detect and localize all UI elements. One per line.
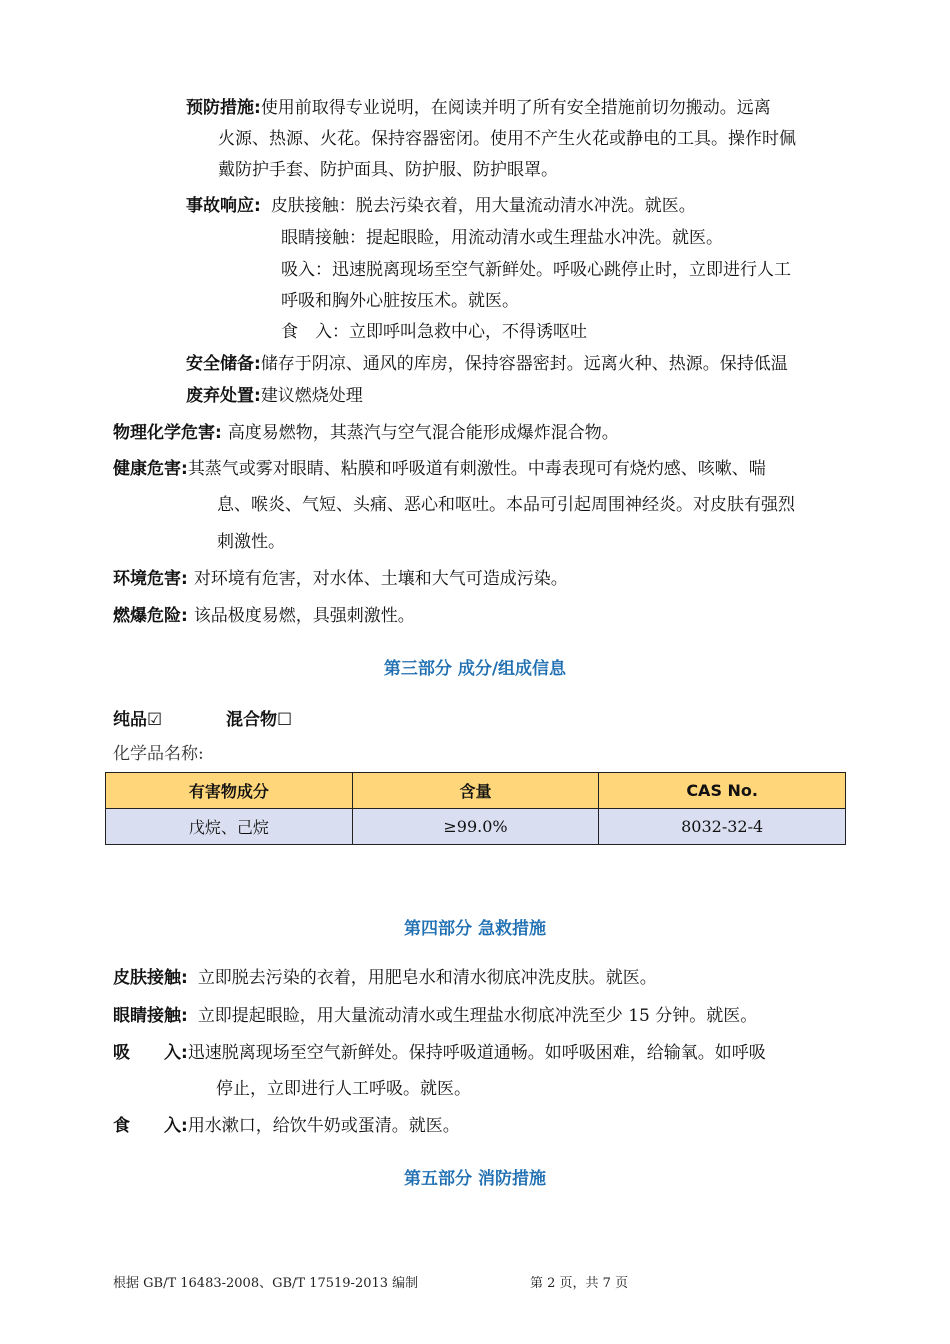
inhalation-label: 吸 入: — [113, 1043, 188, 1063]
inhalation-text-1: 迅速脱离现场至空气新鲜处。保持呼吸道通畅。如呼吸困难，给输氧。如呼吸 — [187, 1043, 766, 1063]
disposal-label: 废弃处置: — [186, 386, 261, 406]
eye-contact-text: 立即提起眼睑，用大量流动清水或生理盐水彻底冲洗至少 15 分钟。就医。 — [197, 1006, 758, 1026]
prevention-line-2: 火源、热源、火花。保持容器密闭。使用不产生火花或静电的工具。操作时佩 — [218, 129, 796, 149]
prevention-text-1: 使用前取得专业说明，在阅读并明了所有安全措施前切勿搬动。远离 — [260, 98, 771, 118]
prevention-line-1 — [186, 96, 771, 120]
disposal-text: 建议燃烧处理 — [260, 386, 363, 406]
section-5-heading: 第五部分 消防措施 — [404, 1169, 546, 1189]
env-hazard-line — [113, 567, 568, 591]
header-component: 有害物成分 — [106, 773, 353, 809]
inhalation-line-2: 停止，立即进行人工呼吸。就医。 — [216, 1079, 471, 1099]
storage-label: 安全储备: — [186, 354, 261, 374]
fire-hazard-line — [113, 604, 415, 628]
ingestion-line — [113, 1114, 460, 1138]
skin-contact-text: 立即脱去污染的衣着，用肥皂水和清水彻底冲洗皮肤。就医。 — [197, 968, 657, 988]
fire-hazard-label: 燃爆危险: — [113, 606, 188, 626]
chemical-name-label: 化学品名称: — [113, 744, 204, 764]
mixture-checkbox-label: 混合物☐ — [226, 710, 293, 730]
section-4-heading: 第四部分 急救措施 — [404, 919, 546, 939]
ingestion-text: 用水漱口，给饮牛奶或蛋清。就医。 — [187, 1116, 460, 1136]
response-line-5: 食 入：立即呼叫急救中心，不得诱呕吐 — [281, 322, 587, 342]
response-text-1: 皮肤接触：脱去污染衣着，用大量流动清水冲洗。就医。 — [270, 196, 696, 216]
health-hazard-line-1 — [113, 457, 766, 481]
health-hazard-line-3: 刺激性。 — [217, 532, 285, 552]
physchem-hazard-label: 物理化学危害: — [113, 423, 222, 443]
response-line-4: 呼吸和胸外心脏按压术。就医。 — [281, 291, 519, 311]
env-hazard-label: 环境危害: — [113, 569, 188, 589]
header-cas: CAS No. — [599, 773, 846, 809]
response-line-1 — [186, 194, 696, 218]
cell-cas: 8032-32-4 — [599, 809, 846, 845]
table-row — [106, 809, 846, 845]
eye-contact-label: 眼睛接触: — [113, 1006, 188, 1026]
response-line-2: 眼睛接触：提起眼睑，用流动清水或生理盐水冲洗。就医。 — [281, 228, 723, 248]
response-label: 事故响应: — [186, 196, 261, 216]
skin-contact-label: 皮肤接触: — [113, 968, 188, 988]
physchem-hazard-text: 高度易燃物，其蒸汽与空气混合能形成爆炸混合物。 — [227, 423, 619, 443]
prevention-line-3: 戴防护手套、防护面具、防护服、防护眼罩。 — [218, 160, 558, 180]
health-hazard-label: 健康危害: — [113, 459, 188, 479]
skin-contact-line — [113, 966, 657, 990]
composition-table — [105, 772, 846, 845]
header-content: 含量 — [352, 773, 599, 809]
disposal-line — [186, 384, 363, 408]
cell-component: 戊烷、己烷 — [106, 809, 353, 845]
physchem-hazard-line — [113, 421, 619, 445]
fire-hazard-text: 该品极度易燃，具强刺激性。 — [193, 606, 415, 626]
storage-text: 储存于阴凉、通风的库房，保持容器密封。远离火种、热源。保持低温 — [260, 354, 788, 374]
response-line-3: 吸入：迅速脱离现场至空气新鲜处。呼吸心跳停止时，立即进行人工 — [281, 260, 791, 280]
prevention-label: 预防措施: — [186, 98, 261, 118]
table-header-row — [106, 773, 846, 809]
footer-standard-note: 根据 GB/T 16483-2008、GB/T 17519-2013 编制 — [113, 1276, 419, 1291]
health-hazard-line-2: 息、喉炎、气短、头痛、恶心和呕吐。本品可引起周围神经炎。对皮肤有强烈 — [217, 495, 795, 515]
health-hazard-text-1: 其蒸气或雾对眼睛、粘膜和呼吸道有刺激性。中毒表现可有烧灼感、咳嗽、喘 — [187, 459, 766, 479]
eye-contact-line — [113, 1004, 757, 1028]
footer-page-number: 第 2 页，共 7 页 — [530, 1276, 629, 1291]
pure-checkbox-label: 纯品☑ — [113, 710, 163, 730]
inhalation-line-1 — [113, 1041, 766, 1065]
section-3-heading: 第三部分 成分/组成信息 — [383, 659, 567, 679]
ingestion-label: 食 入: — [113, 1116, 188, 1136]
cell-content: ≥99.0% — [352, 809, 599, 845]
env-hazard-text: 对环境有危害，对水体、土壤和大气可造成污染。 — [193, 569, 568, 589]
storage-line — [186, 352, 788, 376]
